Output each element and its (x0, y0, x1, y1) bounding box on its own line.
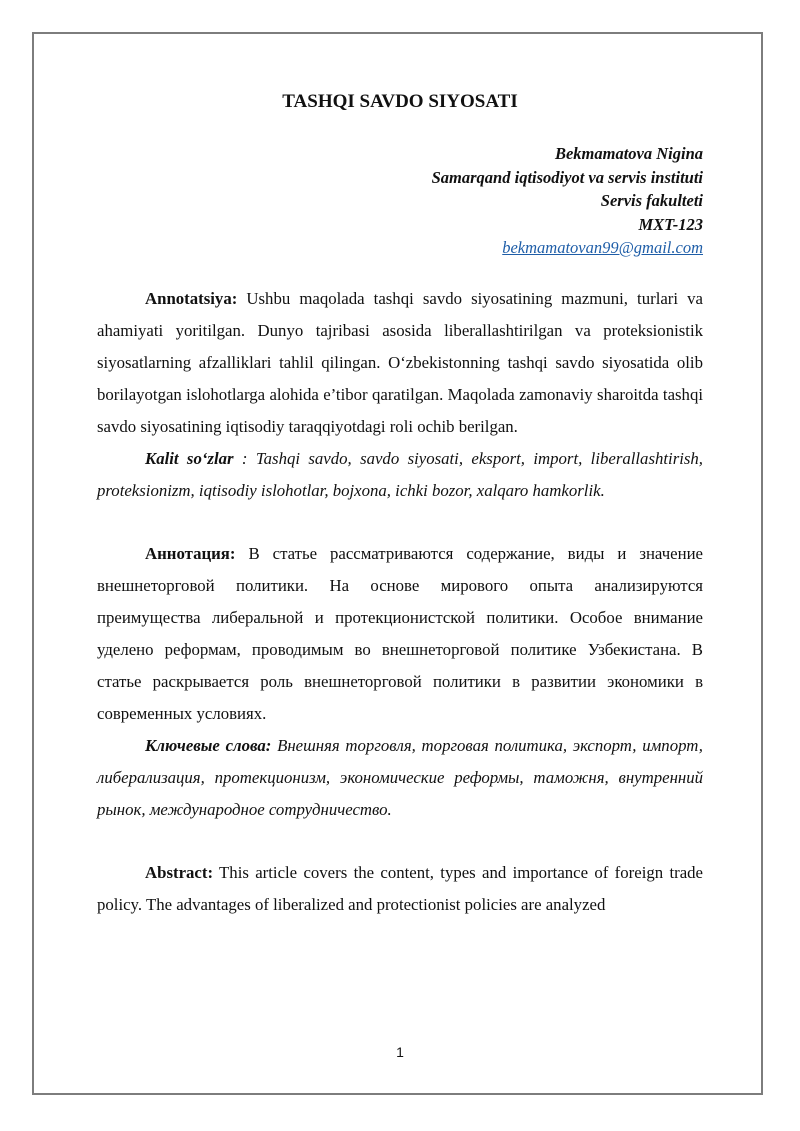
annotation-uz-label: Annotatsiya: (145, 288, 238, 308)
annotation-uz-text: Ushbu maqolada tashqi savdo siyosatining mazmuni, turlari va ahamiyati yoritilgan. Dunyo tajribasi asosida liberallashtirilgan va proteksionistik siyosatlarning afzalliklari tahlil qilingan. O‘zbekistonning tashqi savdo siyosatida olib borilayotgan islohotlarga alohida e’tibor qaratilgan. Maqolada zamonaviy sharoitda tashqi savdo siyosatining iqtisodiy taraqqiyotdagi roli ochib berilgan. (97, 288, 703, 436)
author-block (97, 142, 703, 260)
page-number: 1 (396, 1044, 404, 1060)
annotation-uz (97, 283, 703, 443)
annotation-ru-label: Аннотация: (145, 543, 236, 563)
keywords-uz-label: Kalit so‘zlar (145, 448, 234, 468)
author-name: Bekmamatova Nigina (554, 144, 703, 163)
article-title: TASHQI SAVDO SIYOSATI (282, 91, 518, 112)
author-email-link[interactable]: bekmamatovan99@gmail.com (502, 238, 703, 257)
annotation-ru (97, 538, 703, 730)
abstract-en (97, 857, 703, 921)
abstract-en-label: Abstract: (145, 862, 214, 882)
keywords-uz-text: : Tashqi savdo, savdo siyosati, eksport, import, liberallashtirish, proteksionizm, iqtisodiy islohotlar, bojxona, ichki bozor, xalqaro hamkorlik. (97, 448, 704, 500)
article-body (97, 91, 703, 921)
author-faculty: Servis fakulteti (600, 191, 703, 210)
author-group: MXT-123 (638, 214, 703, 234)
keywords-ru-label: Ключевые слова: (145, 735, 272, 755)
keywords-ru-text: Внешняя торговля, торговая политика, экспорт, импорт, либерализация, протекционизм, экономические реформы, таможня, внутренний рынок, международное сотрудничество. (97, 735, 703, 819)
annotation-ru-text: В статье рассматриваются содержание, виды и значение внешнеторговой политики. На основе мирового опыта анализируются преимущества либеральной и протекционистской политики. Особое внимание уделено реформам, проводимым во внешнеторговой политике Узбекистана. В статье раскрывается роль внешнеторговой политики в развитии экономики в современных условиях. (97, 543, 703, 723)
keywords-uz (97, 443, 703, 507)
abstract-en-text: This article covers the content, types and importance of foreign trade policy. The advantages of liberalized and protectionist policies are analyzed (97, 862, 703, 914)
author-institution: Samarqand iqtisodiyot va servis instituti (431, 167, 703, 187)
keywords-ru (97, 730, 703, 826)
